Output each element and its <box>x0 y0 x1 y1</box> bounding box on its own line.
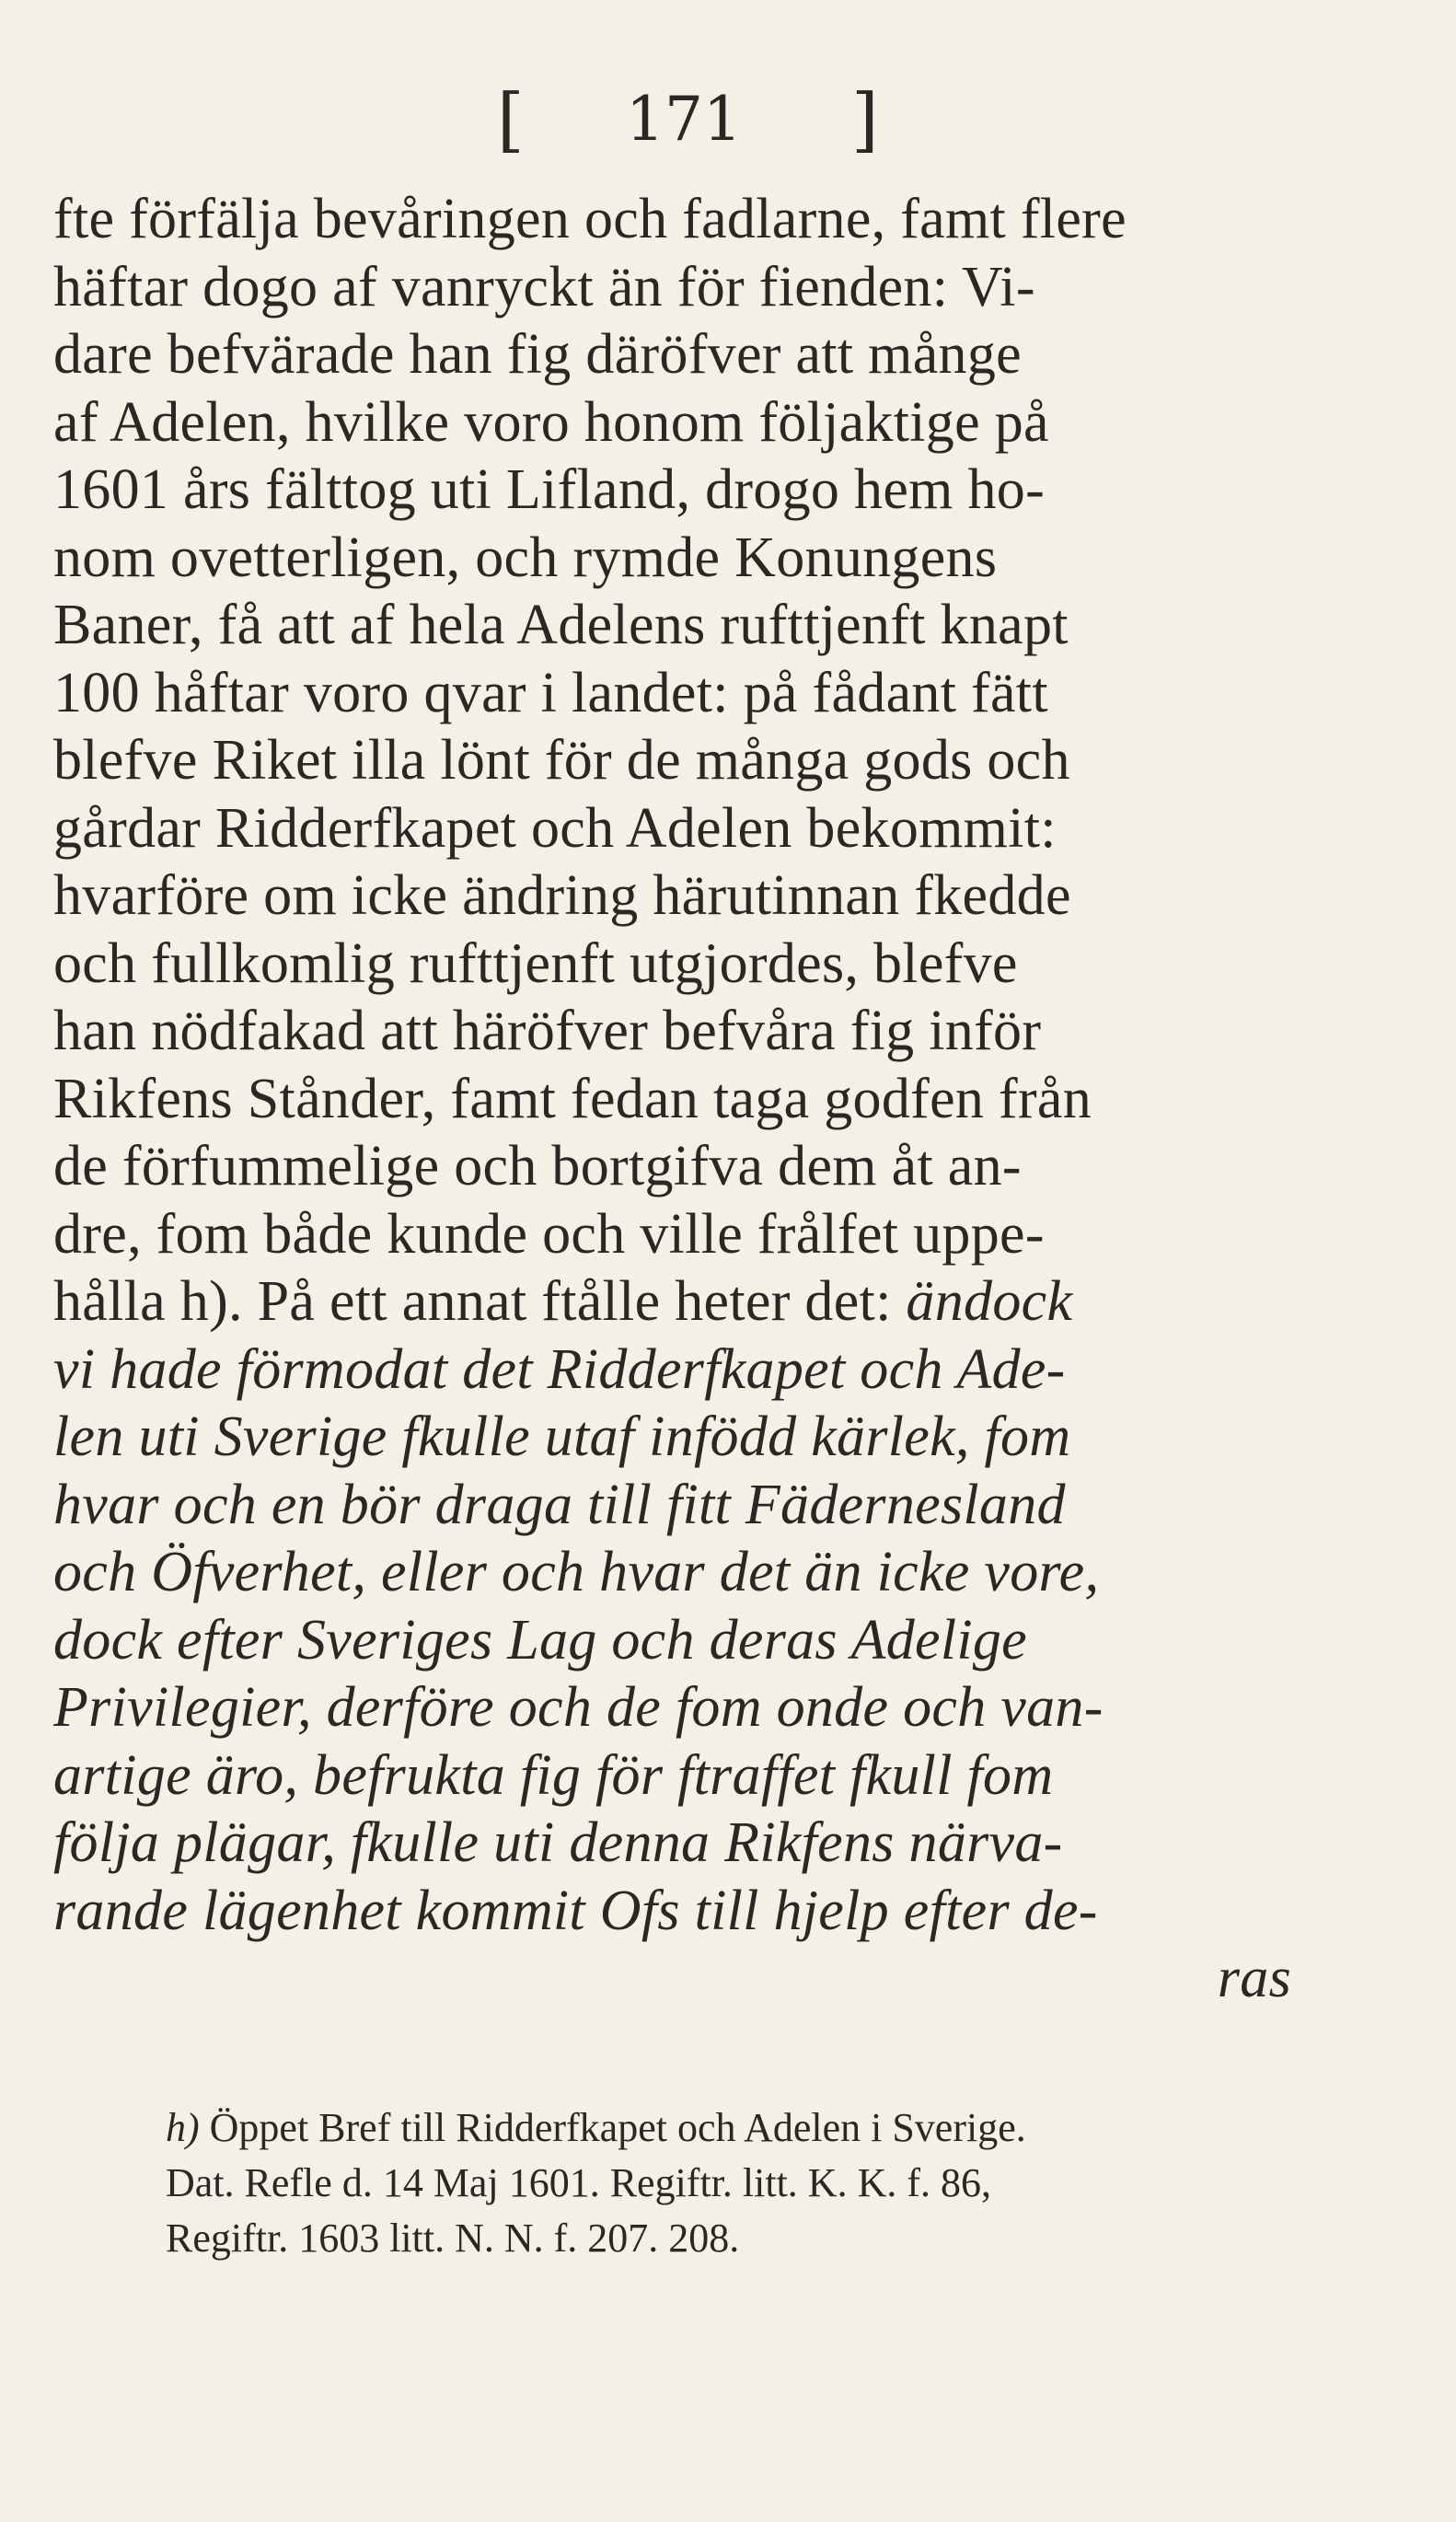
italic-line: dock efter Sveriges Lag och deras Adelige <box>53 1608 1028 1672</box>
page-header <box>0 78 1456 161</box>
catchword: ras <box>1217 1947 1291 2009</box>
text-line: gårdar Ridderfkapet och Adelen bekommit: <box>53 796 1057 860</box>
roman-segment: hålla h). På ett annat ftålle heter det: <box>53 1270 892 1333</box>
bracket-right: ] <box>851 78 879 160</box>
text-line: 100 håftar voro qvar i landet: på fådant fätt <box>53 661 1048 724</box>
page-number: 171 <box>626 84 742 155</box>
footnote-text: Öppet Bref till Ridderfkapet och Adelen i Sverige. <box>209 2105 1026 2150</box>
body-text <box>53 186 1310 2013</box>
text-line: Rikfens Stånder, famt fedan taga godfen från <box>53 1067 1092 1130</box>
italic-line: och Öfverhet, eller och hvar det än icke vore, <box>53 1541 1100 1603</box>
footnote-line: Regiftr. 1603 litt. N. N. f. 207. 208. <box>166 2215 740 2261</box>
italic-line: artige äro, befrukta fig för ftraffet fkull fom <box>53 1743 1054 1807</box>
text-line: 1601 års fälttog uti Lifland, drogo hem ho- <box>53 458 1046 521</box>
text-line: fte förfälja bevåringen och fadlarne, famt flere <box>53 188 1127 250</box>
text-line: nom ovetterligen, och rymde Konungens <box>53 526 998 589</box>
bracket-left: [ <box>497 78 525 160</box>
text-line-mixed <box>53 1268 1310 1336</box>
italic-line: len uti Sverige fkulle utaf infödd kärlek, fom <box>53 1406 1071 1468</box>
text-line: och fullkomlig rufttjenft utgjordes, blefve <box>53 931 1018 995</box>
text-line: han nödfakad att häröfver befvåra fig inför <box>53 1000 1042 1062</box>
text-line: blefve Riket illa lönt för de många gods och <box>53 729 1070 792</box>
text-line: dre, fom både kunde och ville frålfet uppe- <box>53 1202 1045 1266</box>
italic-line: vi hade förmodat det Ridderfkapet och Ade- <box>53 1337 1066 1401</box>
italic-line: hvar och en bör draga till fitt Fädernesland <box>53 1473 1066 1536</box>
text-line: af Adelen, hvilke voro honom följaktige på <box>53 390 1049 454</box>
italic-line: rande lägenhet kommit Ofs till hjelp efter de- <box>53 1879 1098 1942</box>
footnote-line: Dat. Refle d. 14 Maj 1601. Regiftr. litt. K. K. f. 86, <box>166 2160 991 2205</box>
text-line: Baner, få att af hela Adelens rufttjenft knapt <box>53 594 1069 656</box>
italic-segment: ändock <box>906 1270 1073 1333</box>
text-line: de förfummelige och bortgifva dem åt an- <box>53 1135 1022 1197</box>
footnote-mark: h) <box>166 2105 200 2150</box>
text-line: hvarföre om icke ändring härutinnan fkedde <box>53 864 1071 927</box>
text-line: häftar dogo af vanryckt än för fienden: Vi- <box>53 255 1035 318</box>
text-line: dare befvärade han fig däröfver att månge <box>53 323 1022 386</box>
italic-line: följa plägar, fkulle uti denna Rikfens närva- <box>53 1811 1063 1874</box>
italic-line: Privilegier, derföre och de fom onde och van- <box>53 1676 1104 1739</box>
footnote <box>166 2100 1307 2266</box>
footnote-line <box>166 2100 1307 2156</box>
